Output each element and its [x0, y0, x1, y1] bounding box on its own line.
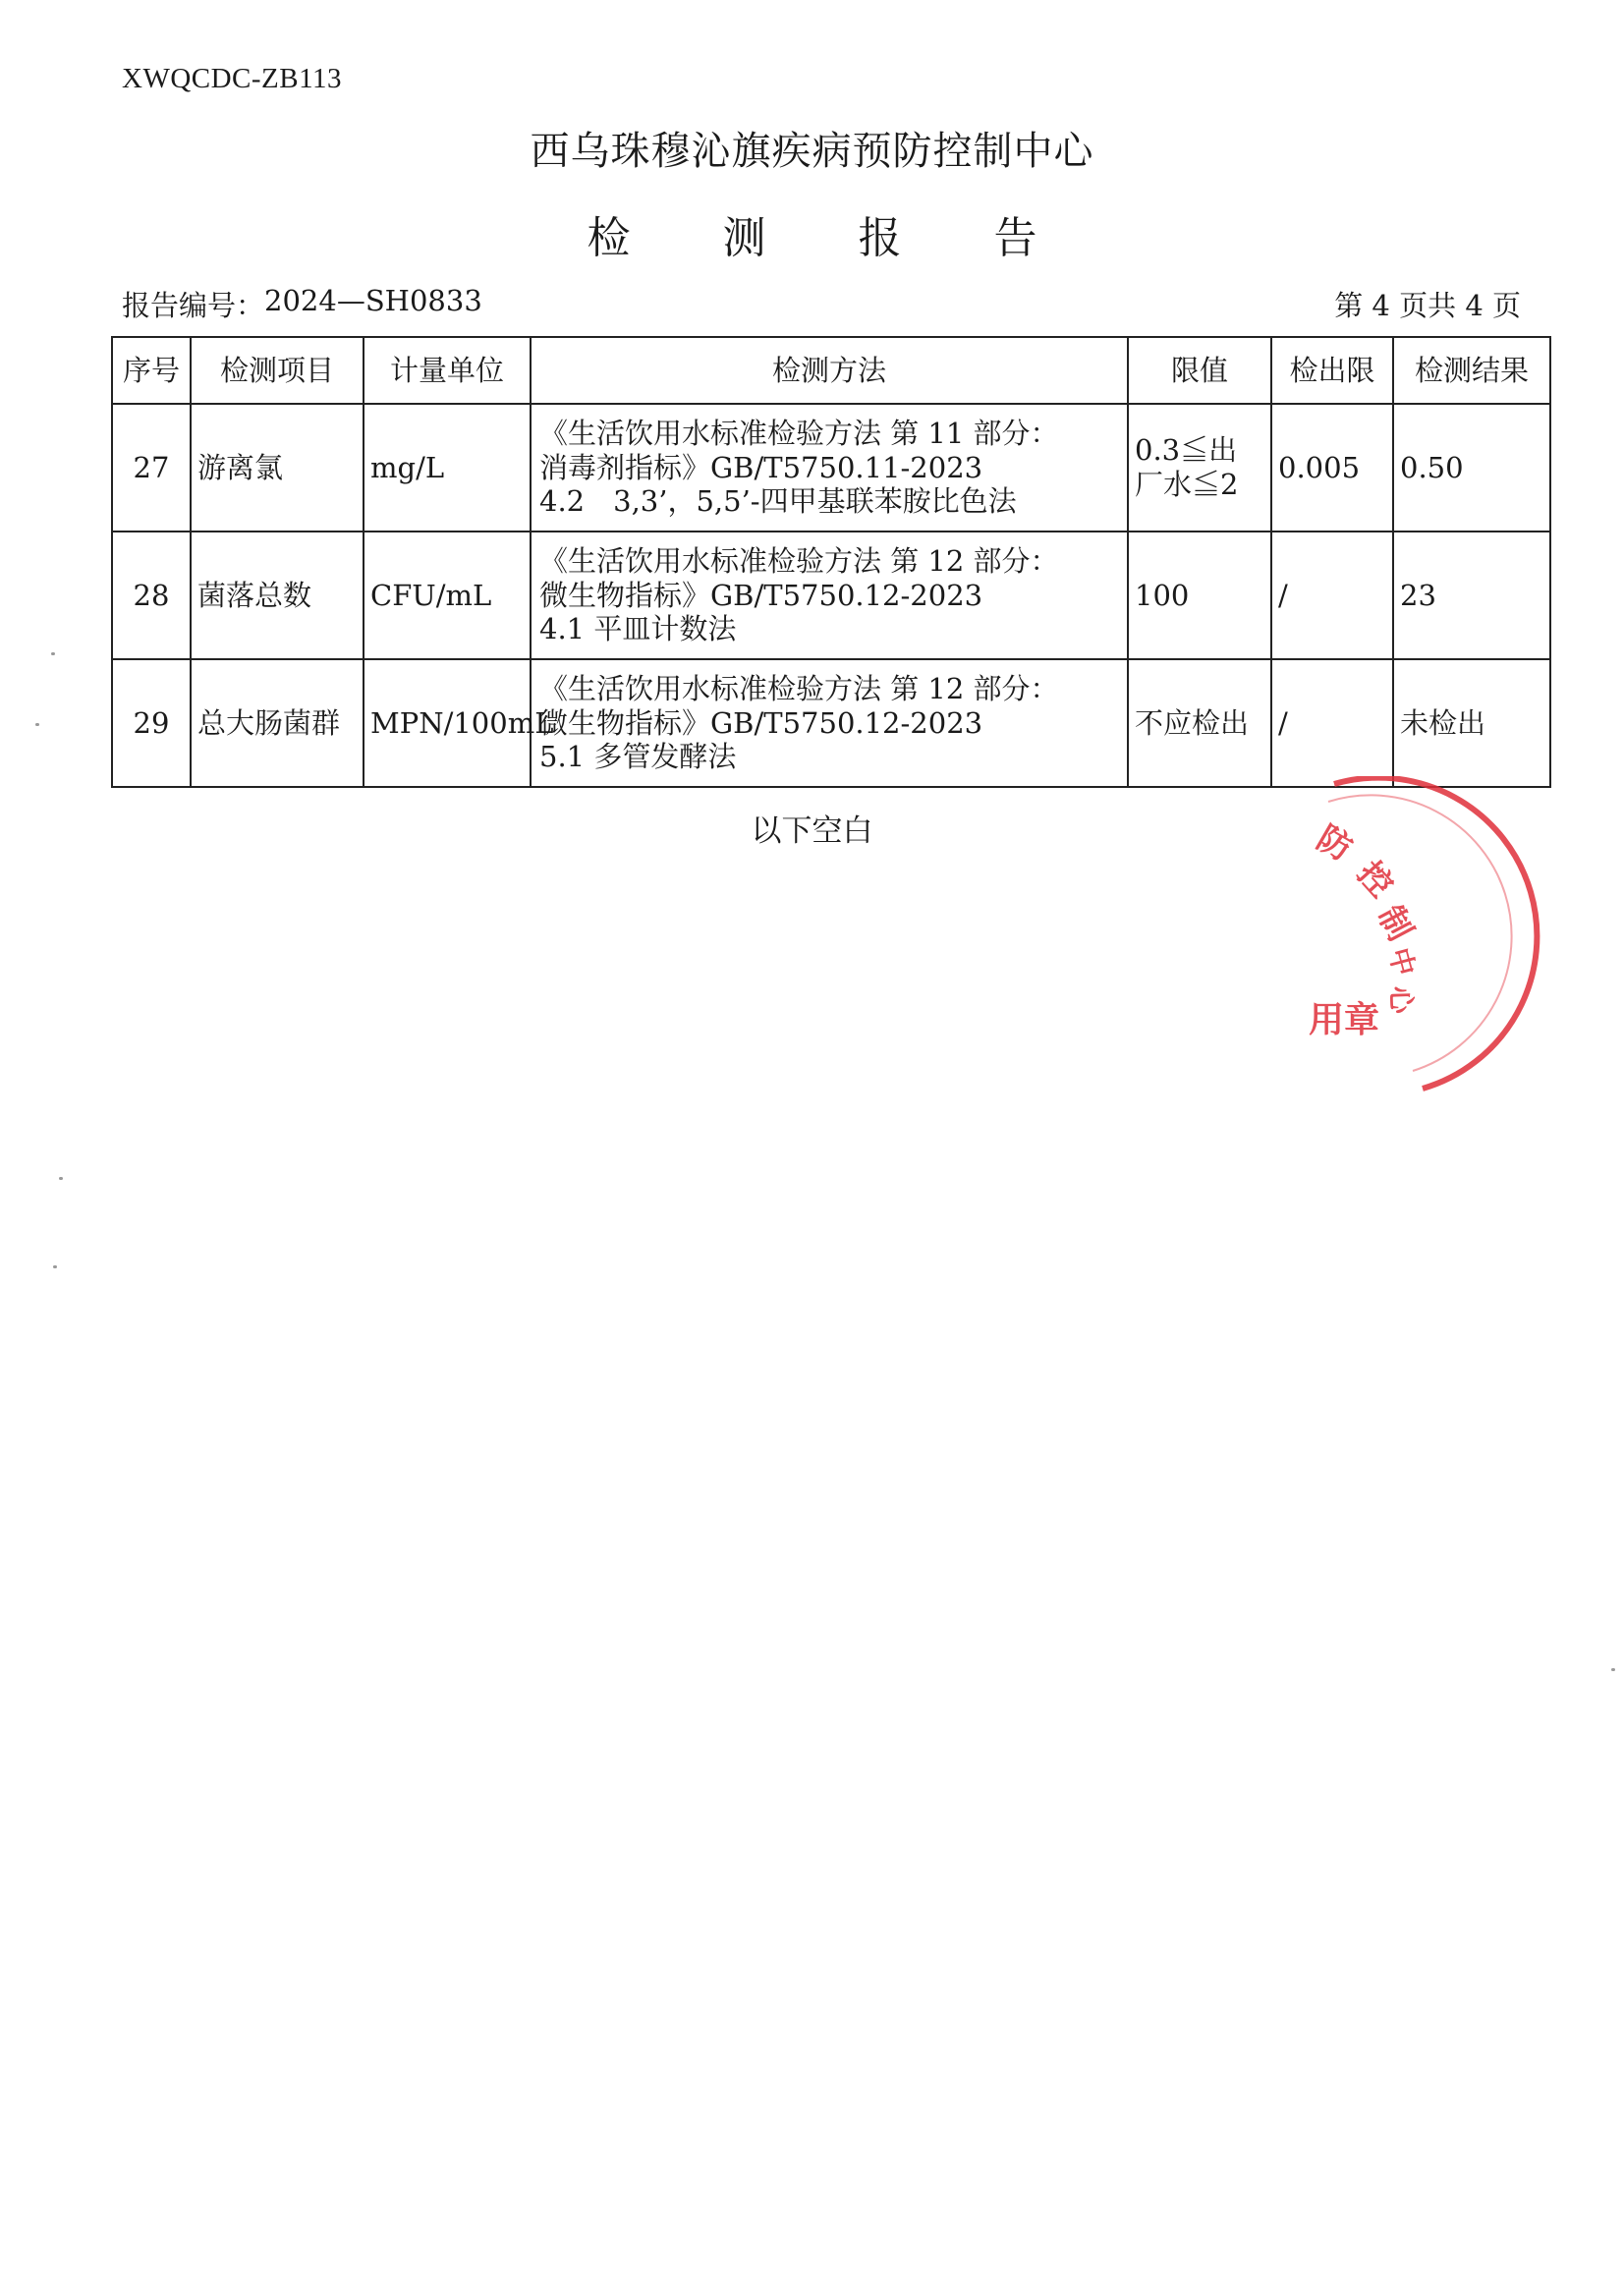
row-detection-limit: /: [1271, 532, 1393, 659]
svg-text:用章: 用章: [1309, 1000, 1380, 1040]
scan-speck: [53, 1265, 57, 1268]
table-row: [112, 659, 1550, 787]
column-header-seq: 序号: [112, 337, 191, 404]
table-header-row: [112, 337, 1550, 404]
svg-text:控: 控: [1349, 854, 1401, 906]
row-unit: mg/L: [364, 404, 531, 532]
svg-text:制: 制: [1370, 899, 1421, 948]
results-table: [111, 336, 1551, 788]
column-header-method: 检测方法: [531, 337, 1128, 404]
row-result: 未检出: [1393, 659, 1550, 787]
row-unit: MPN/100mL: [364, 659, 531, 787]
row-result: 23: [1393, 532, 1550, 659]
method-line: 《生活饮用水标准检验方法 第 12 部分：: [539, 671, 1059, 705]
method-line: 4.1 平皿计数法: [539, 612, 737, 646]
row-limit: 100: [1128, 532, 1271, 659]
scan-speck: [59, 1177, 63, 1180]
row-method: [531, 404, 1128, 532]
row-method: [531, 532, 1128, 659]
method-line: 微生物指标》GB/T5750.12-2023: [539, 578, 983, 612]
row-detection-limit: 0.005: [1271, 404, 1393, 532]
scan-speck: [1611, 1668, 1615, 1671]
row-seq: 27: [112, 404, 191, 532]
method-line: 微生物指标》GB/T5750.12-2023: [539, 705, 983, 740]
report-meta: [122, 284, 1521, 324]
method-line: 《生活饮用水标准检验方法 第 11 部分：: [539, 416, 1059, 450]
column-header-limit: 限值: [1128, 337, 1271, 404]
scan-speck: [35, 723, 39, 726]
method-line: 《生活饮用水标准检验方法 第 12 部分：: [539, 543, 1059, 578]
official-stamp: [1275, 776, 1550, 1100]
column-header-item: 检测项目: [191, 337, 364, 404]
table-row: [112, 404, 1550, 532]
page-info: 第 4 页共 4 页: [1334, 289, 1521, 322]
table-row: [112, 532, 1550, 659]
svg-text:防: 防: [1310, 818, 1359, 869]
row-item: 总大肠菌群: [191, 659, 364, 787]
column-header-result: 检测结果: [1393, 337, 1550, 404]
row-limit: 0.3≦出厂水≦2: [1128, 404, 1271, 532]
row-limit: 不应检出: [1128, 659, 1271, 787]
row-seq: 29: [112, 659, 191, 787]
document-code: XWQCDC-ZB113: [122, 63, 343, 94]
row-detection-limit: /: [1271, 659, 1393, 787]
report-number-value: 2024—SH0833: [264, 284, 482, 317]
svg-text:中: 中: [1382, 944, 1422, 980]
scan-speck: [51, 652, 55, 655]
row-method: [531, 659, 1128, 787]
closing-note: 以下空白: [751, 813, 873, 849]
report-number: [122, 284, 482, 324]
organization-title: 西乌珠穆沁旗疾病预防控制中心: [530, 129, 1094, 174]
method-line: 消毒剂指标》GB/T5750.11-2023: [539, 450, 983, 484]
method-line: 5.1 多管发酵法: [539, 740, 737, 774]
report-number-label: 报告编号：: [122, 289, 265, 322]
column-header-unit: 计量单位: [364, 337, 531, 404]
svg-text:心: 心: [1384, 985, 1418, 1015]
column-header-detection-limit: 检出限: [1271, 337, 1393, 404]
row-item: 游离氯: [191, 404, 364, 532]
method-line: 4.2 3,3’，5,5’-四甲基联苯胺比色法: [539, 484, 1017, 519]
report-title: 检 测 报 告: [587, 213, 1077, 263]
row-result: 0.50: [1393, 404, 1550, 532]
row-item: 菌落总数: [191, 532, 364, 659]
row-unit: CFU/mL: [364, 532, 531, 659]
row-seq: 28: [112, 532, 191, 659]
